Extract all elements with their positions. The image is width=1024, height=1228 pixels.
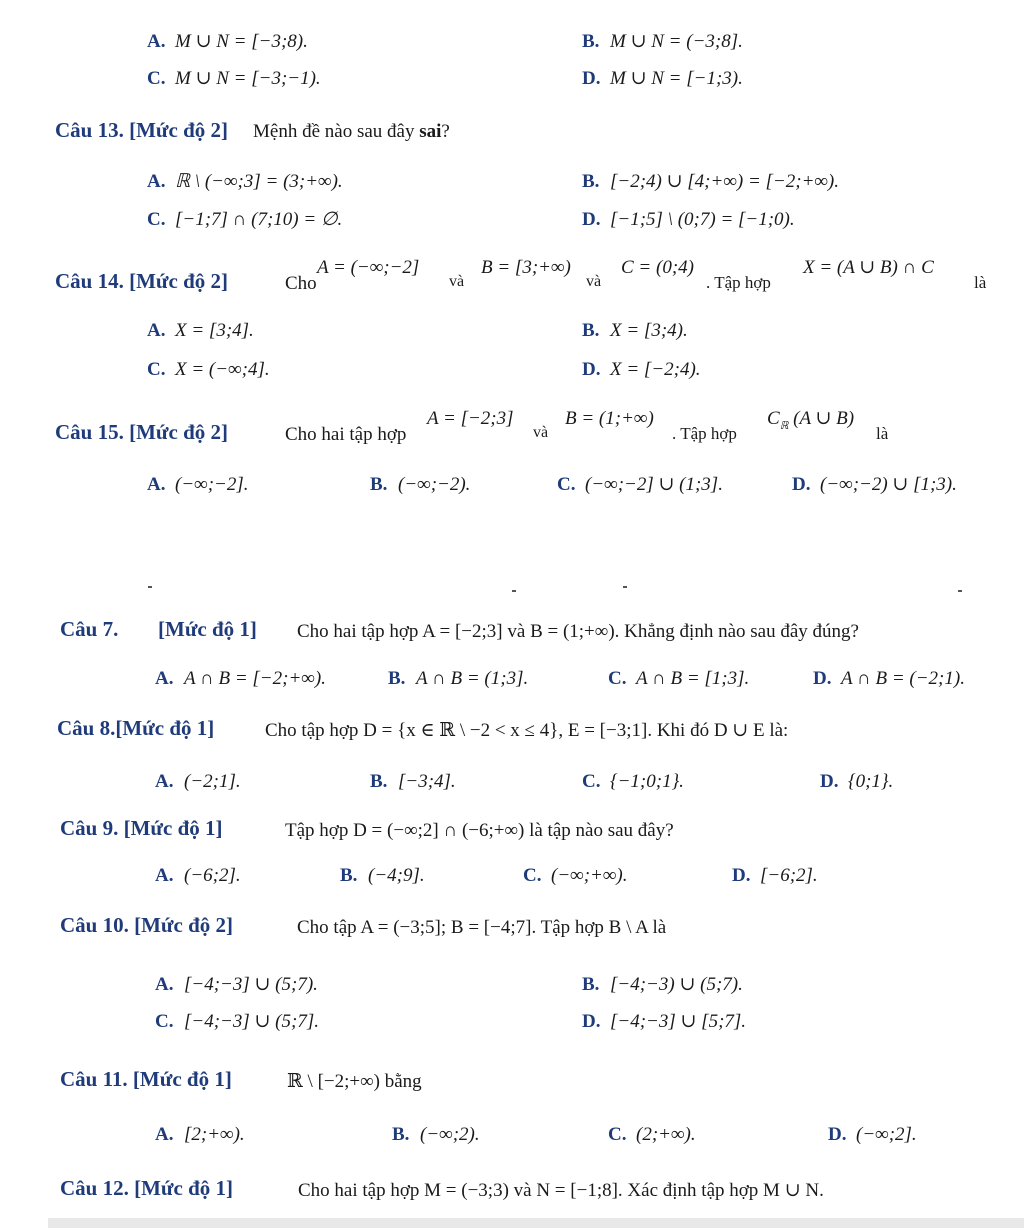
q15-option-c-text: (−∞;−2] ∪ (1;3]. <box>585 474 723 495</box>
q7-option-b-label: B. <box>388 668 406 689</box>
q11-option-c-label: C. <box>608 1124 627 1145</box>
q10-option-c-label: C. <box>155 1011 174 1032</box>
q11-option-a-label: A. <box>155 1124 174 1145</box>
q7-question-text: Cho hai tập hợp A = [−2;3] và B = (1;+∞). Khẳng định nào sau đây đúng? <box>297 621 859 642</box>
q11-option-c-text: (2;+∞). <box>636 1124 696 1145</box>
q11-heading: Câu 11. [Mức độ 1] <box>60 1067 232 1091</box>
q11-question-text: ℝ \ [−2;+∞) bằng <box>287 1071 422 1092</box>
q9-heading: Câu 9. [Mức độ 1] <box>60 816 223 840</box>
q14-text-3: và <box>586 273 602 290</box>
q7-option-d-text: A ∩ B = (−2;1). <box>841 668 965 689</box>
q11-option-b-text: (−∞;2). <box>420 1124 480 1145</box>
q15-option-b-label: B. <box>370 474 388 495</box>
q9-option-a-label: A. <box>155 865 174 886</box>
q14-heading: Câu 14. [Mức độ 2] <box>55 269 229 293</box>
q13-option-d-label: D. <box>582 209 601 230</box>
q8-option-c-label: C. <box>582 771 601 792</box>
q15-math-a: A = [−2;3] <box>427 408 514 429</box>
q8-option-a-label: A. <box>155 771 174 792</box>
q10-option-b-text: [−4;−3) ∪ (5;7). <box>610 974 743 995</box>
q12-prev-option-a-text: M ∪ N = [−3;8). <box>175 31 308 52</box>
q15-text-3: . Tập hợp <box>672 424 737 443</box>
q7-option-a-label: A. <box>155 668 174 689</box>
q13-option-a-text: ℝ \ (−∞;3] = (3;+∞). <box>175 171 343 192</box>
q10-option-d-label: D. <box>582 1011 601 1032</box>
separator-dot <box>512 590 516 592</box>
q15-heading: Câu 15. [Mức độ 2] <box>55 420 229 444</box>
q13-heading: Câu 13. [Mức độ 2] <box>55 118 229 142</box>
q10-heading: Câu 10. [Mức độ 2] <box>60 913 234 937</box>
q7-level: [Mức độ 1] <box>158 617 257 641</box>
q12-prev-option-b-text: M ∪ N = (−3;8]. <box>610 31 743 52</box>
q13-option-c-label: C. <box>147 209 166 230</box>
q14-text-2: và <box>449 273 465 290</box>
q15-text-4: là <box>876 424 889 443</box>
q9-option-a-text: (−6;2]. <box>184 865 241 886</box>
q14-text-1: Cho <box>285 273 317 294</box>
q11-option-b-label: B. <box>392 1124 410 1145</box>
q14-math-a: A = (−∞;−2] <box>317 257 420 278</box>
q9-option-c-label: C. <box>523 865 542 886</box>
q9-option-d-text: [−6;2]. <box>760 865 818 886</box>
q15-text-2: và <box>533 424 549 441</box>
q14-math-x: X = (A ∪ B) ∩ C <box>803 257 934 278</box>
q12-prev-option-a-label: A. <box>147 31 166 52</box>
q8-option-b-label: B. <box>370 771 388 792</box>
q14-option-c-label: C. <box>147 359 166 380</box>
q7-option-b-text: A ∩ B = (1;3]. <box>416 668 529 689</box>
separator-dot <box>623 586 627 588</box>
q15-math-b: B = (1;+∞) <box>565 408 654 429</box>
q15-option-c-label: C. <box>557 474 576 495</box>
q15-math-complement: $C_ℝ$ (A ∪ B) <box>767 408 855 432</box>
q14-math-c: C = (0;4) <box>621 257 694 278</box>
q9-option-d-label: D. <box>732 865 751 886</box>
q13-option-b-label: B. <box>582 171 600 192</box>
q15-option-b-text: (−∞;−2). <box>398 474 471 495</box>
q12-heading: Câu 12. [Mức độ 1] <box>60 1176 234 1200</box>
q9-option-b-label: B. <box>340 865 358 886</box>
q15-option-d-label: D. <box>792 474 811 495</box>
q14-text-5: là <box>974 273 987 292</box>
q14-option-c-text: X = (−∞;4]. <box>175 359 270 380</box>
q11-option-d-text: (−∞;2]. <box>856 1124 917 1145</box>
q15-option-a-text: (−∞;−2]. <box>175 474 249 495</box>
q10-option-d-text: [−4;−3] ∪ [5;7]. <box>610 1011 747 1032</box>
q9-question-text: Tập hợp D = (−∞;2] ∩ (−6;+∞) là tập nào sau đây? <box>285 820 674 841</box>
q7-option-a-text: A ∩ B = [−2;+∞). <box>184 668 326 689</box>
q15-text-1: Cho hai tập hợp <box>285 424 407 445</box>
separator-dot <box>148 586 152 588</box>
q14-option-d-text: X = [−2;4). <box>610 359 701 380</box>
page-bottom-edge <box>48 1218 1024 1228</box>
q11-option-a-text: [2;+∞). <box>184 1124 245 1145</box>
q14-option-a-text: X = [3;4]. <box>175 320 254 341</box>
q13-option-d-text: [−1;5] \ (0;7) = [−1;0). <box>610 209 795 230</box>
q12-question-text: Cho hai tập hợp M = (−3;3) và N = [−1;8]. Xác định tập hợp M ∪ N. <box>298 1180 824 1201</box>
q13-option-a-label: A. <box>147 171 166 192</box>
q15-option-a-label: A. <box>147 474 166 495</box>
q8-option-d-label: D. <box>820 771 839 792</box>
q12-prev-option-b-label: B. <box>582 31 600 52</box>
q14-option-d-label: D. <box>582 359 601 380</box>
q8-option-b-text: [−3;4]. <box>398 771 456 792</box>
q14-option-b-text: X = [3;4). <box>610 320 688 341</box>
q10-option-a-label: A. <box>155 974 174 995</box>
q8-option-d-text: {0;1}. <box>848 771 894 792</box>
q7-heading: Câu 7. <box>60 617 119 641</box>
q12-prev-option-c-label: C. <box>147 68 166 89</box>
q12-prev-option-c-text: M ∪ N = [−3;−1). <box>175 68 321 89</box>
q7-option-c-text: A ∩ B = [1;3]. <box>636 668 750 689</box>
q8-option-a-text: (−2;1]. <box>184 771 241 792</box>
q13-option-c-text: [−1;7] ∩ (7;10) = ∅. <box>175 209 343 230</box>
q9-option-b-text: (−4;9]. <box>368 865 425 886</box>
q15-option-d-text: (−∞;−2) ∪ [1;3). <box>820 474 957 495</box>
q8-option-c-text: {−1;0;1}. <box>610 771 684 792</box>
q10-question-text: Cho tập A = (−3;5]; B = [−4;7]. Tập hợp B \ A là <box>297 917 667 938</box>
q7-option-d-label: D. <box>813 668 832 689</box>
q12-prev-option-d-label: D. <box>582 68 601 89</box>
q8-question-text: Cho tập hợp D = {x ∈ ℝ \ −2 < x ≤ 4}, E = [−3;1]. Khi đó D ∪ E là: <box>265 720 789 741</box>
q13-question-text: Mệnh đề nào sau đây sai? <box>253 121 450 142</box>
q14-math-b: B = [3;+∞) <box>481 257 571 278</box>
q11-option-d-label: D. <box>828 1124 847 1145</box>
q14-text-4: . Tập hợp <box>706 273 771 292</box>
q14-option-a-label: A. <box>147 320 166 341</box>
separator-dot <box>958 590 962 592</box>
q14-option-b-label: B. <box>582 320 600 341</box>
q9-option-c-text: (−∞;+∞). <box>551 865 628 886</box>
q10-option-b-label: B. <box>582 974 600 995</box>
q7-option-c-label: C. <box>608 668 627 689</box>
q13-option-b-text: [−2;4) ∪ [4;+∞) = [−2;+∞). <box>610 171 840 192</box>
q12-prev-option-d-text: M ∪ N = [−1;3). <box>610 68 743 89</box>
q10-option-a-text: [−4;−3] ∪ (5;7). <box>184 974 318 995</box>
q10-option-c-text: [−4;−3] ∪ (5;7]. <box>184 1011 319 1032</box>
q8-heading: Câu 8.[Mức độ 1] <box>57 716 215 740</box>
